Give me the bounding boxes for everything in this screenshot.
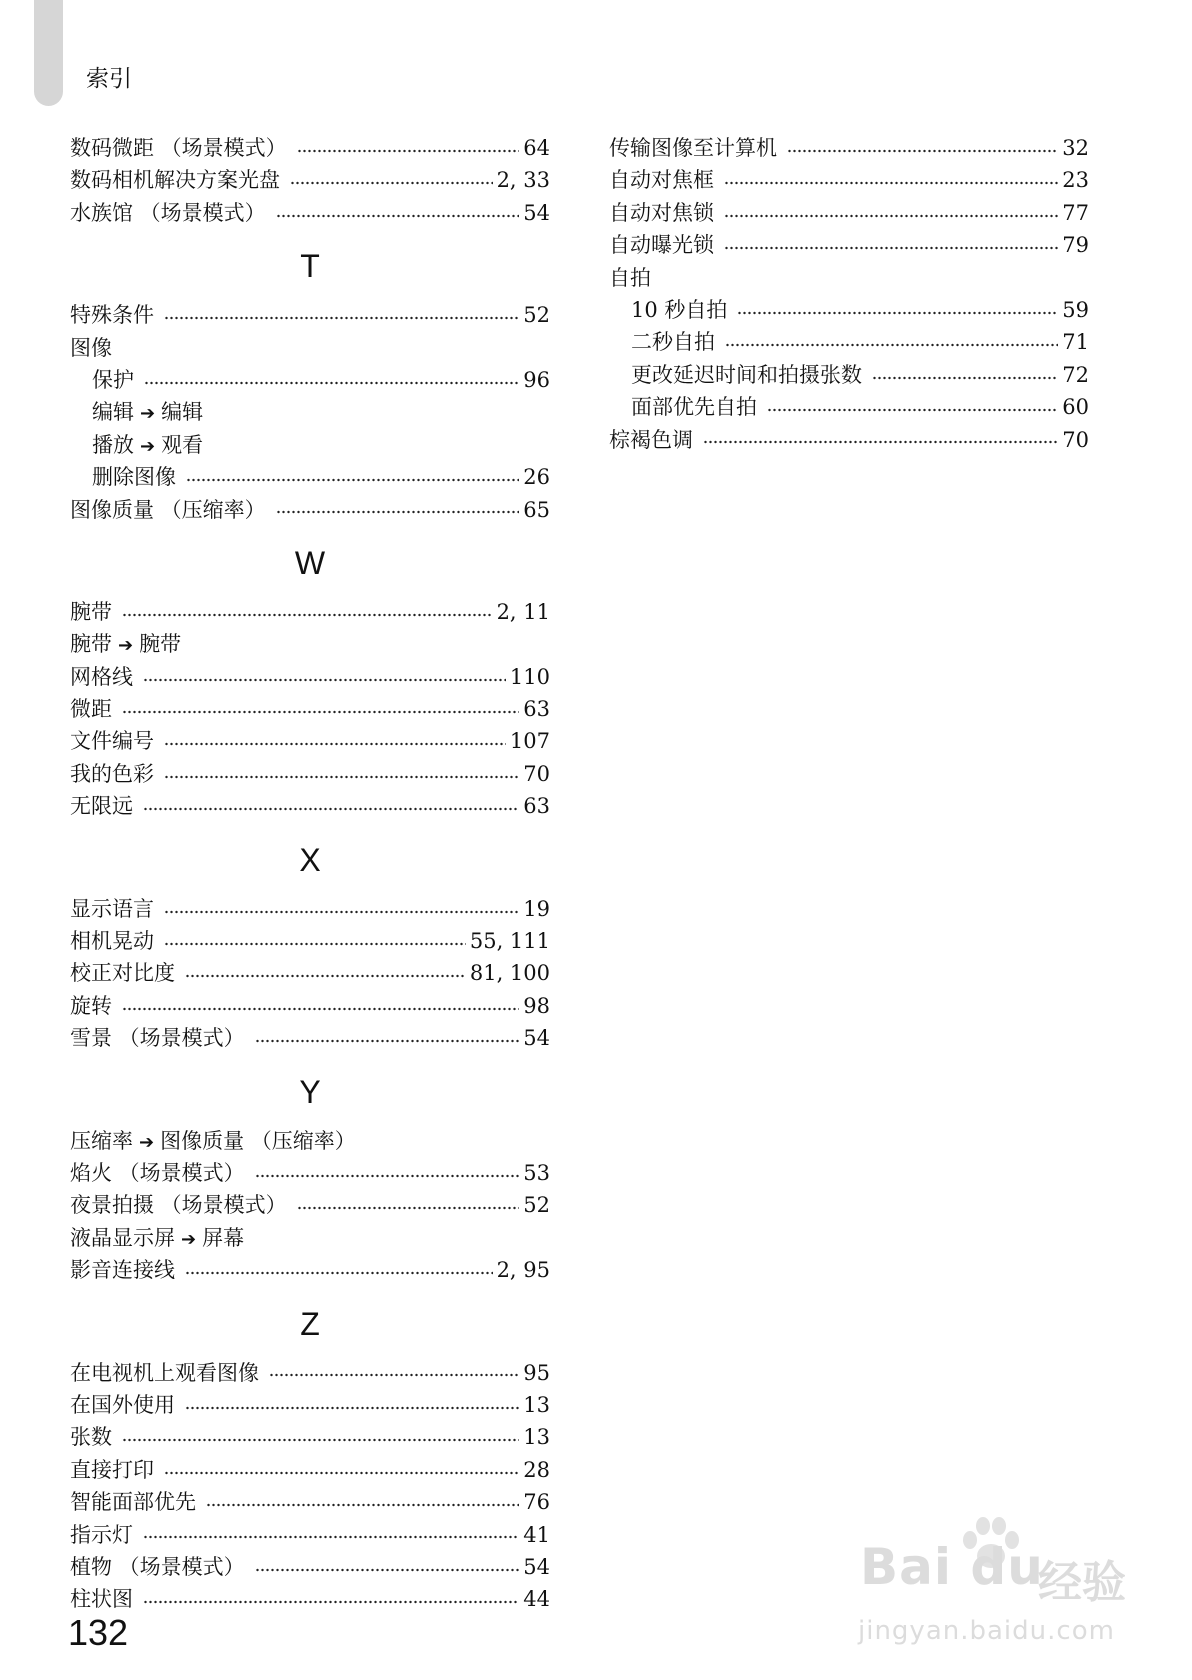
index-column-right bbox=[609, 132, 1089, 456]
index-entry bbox=[70, 1583, 550, 1615]
dot-leader bbox=[122, 1436, 519, 1445]
index-entry bbox=[70, 596, 550, 628]
index-entry bbox=[609, 229, 1089, 261]
index-term: 删除图像 bbox=[92, 465, 176, 490]
index-page-ref: 76 bbox=[523, 1490, 550, 1515]
index-page-ref: 63 bbox=[523, 794, 550, 819]
index-term: 水族馆 （场景模式） bbox=[70, 200, 266, 225]
index-page-ref: 54 bbox=[523, 1554, 550, 1579]
index-term: 显示语言 bbox=[70, 896, 154, 921]
dot-leader bbox=[703, 438, 1058, 447]
index-page-ref: 71 bbox=[1062, 330, 1089, 355]
index-entry bbox=[70, 1125, 550, 1157]
index-entry bbox=[70, 1519, 550, 1551]
see-reference-arrow-icon: ➔ bbox=[140, 403, 156, 425]
index-entry bbox=[609, 132, 1089, 164]
index-term: 自动对焦框 bbox=[609, 168, 714, 193]
index-section-letter: T bbox=[300, 248, 320, 285]
see-reference-arrow-icon: ➔ bbox=[181, 1228, 197, 1250]
index-page-ref: 13 bbox=[523, 1392, 550, 1417]
index-page-ref: 32 bbox=[1062, 136, 1089, 160]
dot-leader bbox=[276, 508, 520, 517]
index-entry bbox=[70, 758, 550, 790]
index-term: 智能面部优先 bbox=[70, 1490, 196, 1515]
index-page-ref: 13 bbox=[523, 1425, 550, 1450]
index-entry bbox=[70, 893, 550, 925]
index-term: 棕褐色调 bbox=[609, 427, 693, 452]
index-entry bbox=[70, 1022, 550, 1054]
dot-leader bbox=[185, 1269, 493, 1278]
dot-leader bbox=[143, 805, 519, 814]
index-term: 无限远 bbox=[70, 794, 133, 819]
dot-leader bbox=[122, 610, 493, 619]
see-reference-arrow-icon: ➔ bbox=[140, 435, 156, 457]
index-entry bbox=[70, 1157, 550, 1189]
index-entry bbox=[70, 197, 550, 229]
index-entry bbox=[70, 957, 550, 989]
index-entry bbox=[70, 693, 550, 725]
index-entry bbox=[609, 197, 1089, 229]
index-subentry bbox=[70, 396, 550, 428]
index-page-ref: 52 bbox=[523, 303, 550, 328]
index-term: 10 秒自拍 bbox=[631, 297, 728, 322]
dot-leader bbox=[164, 740, 506, 749]
index-page-ref: 28 bbox=[523, 1457, 550, 1482]
index-term: 编辑 bbox=[92, 400, 134, 425]
dot-leader bbox=[872, 373, 1058, 382]
dot-leader bbox=[297, 146, 520, 155]
index-entry bbox=[70, 132, 550, 164]
dot-leader bbox=[767, 406, 1058, 415]
index-term: 在电视机上观看图像 bbox=[70, 1360, 259, 1385]
index-page-ref: 107 bbox=[509, 729, 550, 754]
dot-leader bbox=[164, 772, 519, 781]
index-term: 数码微距 （场景模式） bbox=[70, 136, 287, 160]
index-subentry bbox=[70, 364, 550, 396]
index-page-ref: 2, 11 bbox=[496, 599, 550, 624]
index-term: 影音连接线 bbox=[70, 1258, 175, 1283]
index-section-letter: X bbox=[299, 841, 321, 878]
dot-leader bbox=[290, 179, 493, 188]
index-entry bbox=[70, 1486, 550, 1518]
dot-leader bbox=[724, 211, 1058, 220]
index-page-ref: 96 bbox=[523, 367, 550, 392]
index-term: 张数 bbox=[70, 1425, 112, 1450]
index-entry bbox=[70, 1389, 550, 1421]
dot-leader bbox=[122, 1004, 519, 1013]
chapter-tab bbox=[34, 0, 63, 106]
index-page-ref: 53 bbox=[523, 1160, 550, 1185]
index-page-ref: 79 bbox=[1062, 233, 1089, 258]
index-reference-target: 图像质量 （压缩率） bbox=[160, 1128, 356, 1153]
index-entry bbox=[70, 661, 550, 693]
dot-leader bbox=[143, 675, 506, 684]
index-reference-target: 腕带 bbox=[139, 632, 182, 657]
index-term: 传输图像至计算机 bbox=[609, 136, 777, 160]
index-entry bbox=[70, 1254, 550, 1286]
index-subentry bbox=[609, 326, 1089, 358]
dot-leader bbox=[724, 244, 1058, 253]
watermark-url: jingyan.baidu.com bbox=[858, 1616, 1115, 1646]
index-term: 文件编号 bbox=[70, 729, 154, 754]
dot-leader bbox=[144, 378, 519, 387]
dot-leader bbox=[737, 308, 1058, 317]
index-entry bbox=[70, 1189, 550, 1221]
index-page-ref: 52 bbox=[523, 1193, 550, 1218]
index-page-ref: 2, 95 bbox=[496, 1258, 550, 1283]
index-page-ref: 2, 33 bbox=[496, 168, 550, 193]
dot-leader bbox=[297, 1204, 520, 1213]
index-entry bbox=[70, 1454, 550, 1486]
dot-leader bbox=[725, 341, 1058, 350]
index-term: 液晶显示屏 bbox=[70, 1225, 175, 1250]
index-entry bbox=[70, 925, 550, 957]
index-term: 数码相机解决方案光盘 bbox=[70, 168, 280, 193]
dot-leader bbox=[122, 707, 519, 716]
index-term: 面部优先自拍 bbox=[631, 395, 757, 420]
dot-leader bbox=[787, 146, 1058, 155]
index-page-ref: 55, 111 bbox=[469, 929, 550, 954]
dot-leader bbox=[269, 1371, 519, 1380]
index-entry bbox=[609, 164, 1089, 196]
index-entry bbox=[70, 494, 550, 526]
index-page-ref: 72 bbox=[1062, 362, 1089, 387]
index-subentry bbox=[70, 461, 550, 493]
index-term: 柱状图 bbox=[70, 1587, 133, 1612]
index-page-ref: 65 bbox=[523, 497, 550, 522]
watermark-logo-text: Bai du bbox=[860, 1538, 1044, 1596]
index-page-ref: 77 bbox=[1062, 200, 1089, 225]
index-section-letter: Z bbox=[300, 1305, 320, 1342]
index-subentry bbox=[70, 429, 550, 461]
index-term: 播放 bbox=[92, 432, 134, 457]
dot-leader bbox=[143, 1533, 519, 1542]
index-page-ref: 54 bbox=[523, 1026, 550, 1051]
index-term: 夜景拍摄 （场景模式） bbox=[70, 1193, 287, 1218]
dot-leader bbox=[185, 972, 466, 981]
dot-leader bbox=[255, 1171, 520, 1180]
index-subentry bbox=[609, 391, 1089, 423]
index-term: 图像 bbox=[70, 335, 112, 360]
index-reference-target: 观看 bbox=[161, 432, 204, 457]
index-term: 指示灯 bbox=[70, 1522, 133, 1547]
dot-leader bbox=[164, 907, 519, 916]
index-reference-target: 编辑 bbox=[161, 400, 204, 425]
baidu-jingyan-watermark bbox=[852, 1520, 1172, 1660]
index-page-ref: 70 bbox=[1062, 427, 1089, 452]
index-page-ref: 60 bbox=[1062, 395, 1089, 420]
index-entry bbox=[70, 1222, 550, 1254]
index-subentry bbox=[609, 359, 1089, 391]
index-term: 直接打印 bbox=[70, 1457, 154, 1482]
index-page-ref: 41 bbox=[523, 1522, 550, 1547]
index-term: 焰火 （场景模式） bbox=[70, 1160, 245, 1185]
index-term: 微距 bbox=[70, 697, 112, 722]
index-page-ref: 59 bbox=[1062, 297, 1089, 322]
see-reference-arrow-icon: ➔ bbox=[139, 1131, 155, 1153]
index-page-ref: 63 bbox=[523, 697, 550, 722]
index-entry bbox=[70, 164, 550, 196]
dot-leader bbox=[164, 939, 466, 948]
page-number: 132 bbox=[68, 1612, 129, 1653]
index-page-ref: 54 bbox=[523, 200, 550, 225]
dot-leader bbox=[724, 179, 1058, 188]
index-reference-target: 屏幕 bbox=[202, 1225, 245, 1250]
dot-leader bbox=[255, 1565, 520, 1574]
index-term: 更改延迟时间和拍摄张数 bbox=[631, 362, 862, 387]
index-term: 自拍 bbox=[609, 265, 651, 290]
index-section-letter: W bbox=[294, 544, 326, 581]
index-term: 旋转 bbox=[70, 993, 112, 1018]
index-entry bbox=[70, 1551, 550, 1583]
dot-leader bbox=[255, 1037, 520, 1046]
index-term: 图像质量 （压缩率） bbox=[70, 497, 266, 522]
see-reference-arrow-icon: ➔ bbox=[118, 635, 134, 657]
index-entry bbox=[70, 790, 550, 822]
index-term: 植物 （场景模式） bbox=[70, 1554, 245, 1579]
index-term: 雪景 （场景模式） bbox=[70, 1026, 245, 1051]
index-term: 校正对比度 bbox=[70, 961, 175, 986]
index-page-ref: 95 bbox=[523, 1360, 550, 1385]
index-subentry bbox=[609, 294, 1089, 326]
index-term: 二秒自拍 bbox=[631, 330, 715, 355]
index-term: 腕带 bbox=[70, 632, 112, 657]
index-term: 腕带 bbox=[70, 599, 112, 624]
index-page-ref: 110 bbox=[509, 664, 550, 689]
watermark-brand-text: 经验 bbox=[1038, 1557, 1126, 1608]
index-column-left bbox=[70, 132, 550, 1616]
index-page-ref: 19 bbox=[523, 896, 550, 921]
index-entry bbox=[70, 725, 550, 757]
index-term: 压缩率 bbox=[70, 1128, 133, 1153]
index-term: 网格线 bbox=[70, 664, 133, 689]
index-term: 在国外使用 bbox=[70, 1392, 175, 1417]
dot-leader bbox=[206, 1501, 519, 1510]
index-term: 自动对焦锁 bbox=[609, 200, 714, 225]
index-entry bbox=[70, 332, 550, 364]
dot-leader bbox=[164, 314, 519, 323]
index-entry bbox=[70, 628, 550, 660]
page-header-title: 索引 bbox=[86, 66, 132, 92]
index-term: 相机晃动 bbox=[70, 929, 154, 954]
index-entry bbox=[70, 990, 550, 1022]
index-entry bbox=[70, 1421, 550, 1453]
index-term: 自动曝光锁 bbox=[609, 233, 714, 258]
dot-leader bbox=[186, 476, 519, 485]
index-section-letter: Y bbox=[299, 1073, 321, 1110]
index-entry bbox=[609, 262, 1089, 294]
index-entry bbox=[70, 299, 550, 331]
index-page-ref: 98 bbox=[523, 993, 550, 1018]
index-page-ref: 70 bbox=[523, 761, 550, 786]
index-page-ref: 26 bbox=[523, 465, 550, 490]
index-page-ref: 23 bbox=[1062, 168, 1089, 193]
dot-leader bbox=[276, 211, 520, 220]
index-term: 特殊条件 bbox=[70, 303, 154, 328]
dot-leader bbox=[164, 1468, 519, 1477]
index-term: 我的色彩 bbox=[70, 761, 154, 786]
index-term: 保护 bbox=[92, 367, 134, 392]
index-page-ref: 64 bbox=[523, 136, 550, 160]
dot-leader bbox=[185, 1403, 519, 1412]
index-entry bbox=[70, 1357, 550, 1389]
dot-leader bbox=[143, 1598, 519, 1607]
index-page-ref: 81, 100 bbox=[469, 961, 550, 986]
index-page-ref: 44 bbox=[523, 1587, 550, 1612]
index-entry bbox=[609, 424, 1089, 456]
